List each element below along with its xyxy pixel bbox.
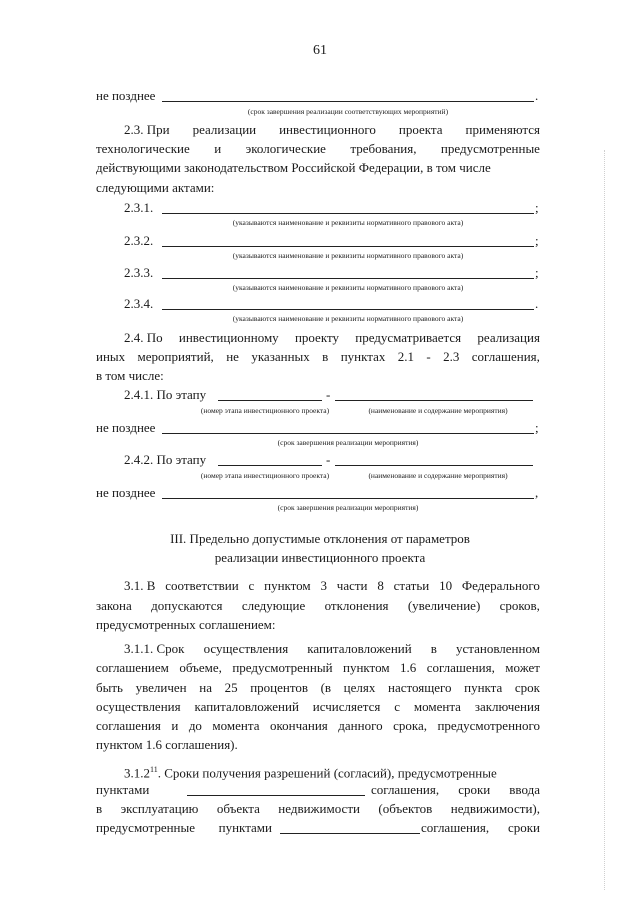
semicolon-2: ; [535, 233, 539, 248]
page-number: 61 [313, 43, 327, 58]
caption-stage-number-2: (номер этапа инвестиционного проекта) [200, 471, 330, 480]
paragraph-3-1-line-2: закона допускаются следующие отклонения (увеличение) сроков, [96, 598, 540, 613]
dash-1: - [326, 387, 331, 402]
blank-deadline-2 [162, 433, 534, 434]
caption-deadline-event-2: (срок завершения реализации мероприятия) [277, 503, 419, 512]
paragraph-3-1-1-line-5: соглашения и до момента окончания данного срока, предусмотренного [96, 718, 540, 733]
caption-act-4: (указываются наименование и реквизиты нормативного правового акта) [232, 314, 464, 323]
item-2-3-1: 2.3.1. [124, 200, 154, 215]
caption-deadline-event-1: (срок завершения реализации мероприятия) [277, 438, 419, 447]
paragraph-3-1-1-line-4: осуществления капиталовложений исчисляется с момента заключения [96, 699, 540, 714]
paragraph-3-1-line-1: 3.1. В соответствии с пунктом 3 части 8 статьи 10 Федерального [124, 578, 540, 593]
paragraph-3-1-1-line-1: 3.1.1. Срок осуществления капиталовложений в установленном [124, 641, 540, 656]
caption-stage-number-1: (номер этапа инвестиционного проекта) [200, 406, 330, 415]
period-1: . [535, 88, 539, 103]
paragraph-3-1-2-line-2-end: соглашения, сроки ввода [371, 782, 540, 797]
caption-act-3: (указываются наименование и реквизиты нормативного правового акта) [232, 283, 464, 292]
caption-act-1: (указываются наименование и реквизиты нормативного правового акта) [232, 218, 464, 227]
semicolon-1: ; [535, 200, 539, 215]
paragraph-3-1-2-line-1: 3.1.2$^{11}$. Сроки получения разрешений (согласий), предусмотренные [124, 765, 497, 781]
semicolon-3: ; [535, 265, 539, 280]
paragraph-3-1-1-line-2: соглашением объеме, предусмотренный пунктом 1.6 соглашения, может [96, 660, 540, 675]
paragraph-2-3-line-2: технологические и экологические требования, предусмотренные [96, 141, 540, 156]
item-2-3-3: 2.3.3. [124, 265, 154, 280]
not-later-label-2: не позднее [96, 420, 156, 435]
blank-act-1 [162, 213, 534, 214]
item-2-3-4: 2.3.4. [124, 296, 154, 311]
period-2: . [535, 296, 539, 311]
not-later-label-1: не позднее [96, 88, 156, 103]
item-2-3-2: 2.3.2. [124, 233, 154, 248]
paragraph-3-1-2-line-2-start: пунктами [96, 782, 150, 797]
blank-act-3 [162, 278, 534, 279]
comma-1: , [535, 485, 539, 500]
caption-stage-name-2: (наименование и содержание мероприятия) [368, 471, 508, 480]
caption-act-2: (указываются наименование и реквизиты нормативного правового акта) [232, 251, 464, 260]
blank-stage-number-2 [218, 465, 322, 466]
paragraph-2-3-line-3: действующими законодательством Российской Федерации, в том числе [96, 160, 491, 175]
footnote-ref: 11 [150, 765, 158, 774]
not-later-label-3: не позднее [96, 485, 156, 500]
paragraph-2-3-line-1: 2.3. При реализации инвестиционного проекта применяются [124, 122, 540, 137]
stage-2-4-2: 2.4.2. По этапу [124, 452, 207, 467]
paragraph-3-1-line-3: предусмотренных соглашением: [96, 617, 276, 632]
paragraph-3-1-1-line-6: пунктом 1.6 соглашения). [96, 737, 238, 752]
blank-points-1 [187, 795, 365, 796]
paragraph-3-1-2-line-3: в эксплуатацию объекта недвижимости (объектов недвижимости), [96, 801, 540, 816]
blank-deadline-3 [162, 498, 534, 499]
section-title-line-2: реализации инвестиционного проекта [214, 550, 426, 565]
paragraph-2-4-line-3: в том числе: [96, 368, 164, 383]
blank-stage-name-1 [335, 400, 533, 401]
scan-edge-line [604, 150, 605, 890]
paragraph-3-1-1-line-3: быть увеличен на 25 процентов (в целях настоящего пункта срок [96, 680, 540, 695]
paragraph-2-4-line-2: иных мероприятий, не указанных в пунктах 2.1 - 2.3 соглашения, [96, 349, 540, 364]
dash-2: - [326, 452, 331, 467]
blank-stage-name-2 [335, 465, 533, 466]
semicolon-4: ; [535, 420, 539, 435]
blank-points-2 [280, 833, 420, 834]
blank-stage-number-1 [218, 400, 322, 401]
paragraph-3-1-2-line-4-end: соглашения, сроки [421, 820, 540, 835]
paragraph-3-1-2-line-4-start: предусмотренные пунктами [96, 820, 272, 835]
blank-act-4 [162, 309, 534, 310]
section-title-line-1: III. Предельно допустимые отклонения от параметров [170, 531, 470, 546]
caption-stage-name-1: (наименование и содержание мероприятия) [368, 406, 508, 415]
paragraph-2-4-line-1: 2.4. По инвестиционному проекту предусматривается реализация [124, 330, 540, 345]
blank-act-2 [162, 246, 534, 247]
blank-deadline-1 [162, 101, 534, 102]
caption-deadline-events: (срок завершения реализации соответствующих мероприятий) [247, 107, 449, 116]
stage-2-4-1: 2.4.1. По этапу [124, 387, 207, 402]
paragraph-2-3-line-4: следующими актами: [96, 180, 215, 195]
